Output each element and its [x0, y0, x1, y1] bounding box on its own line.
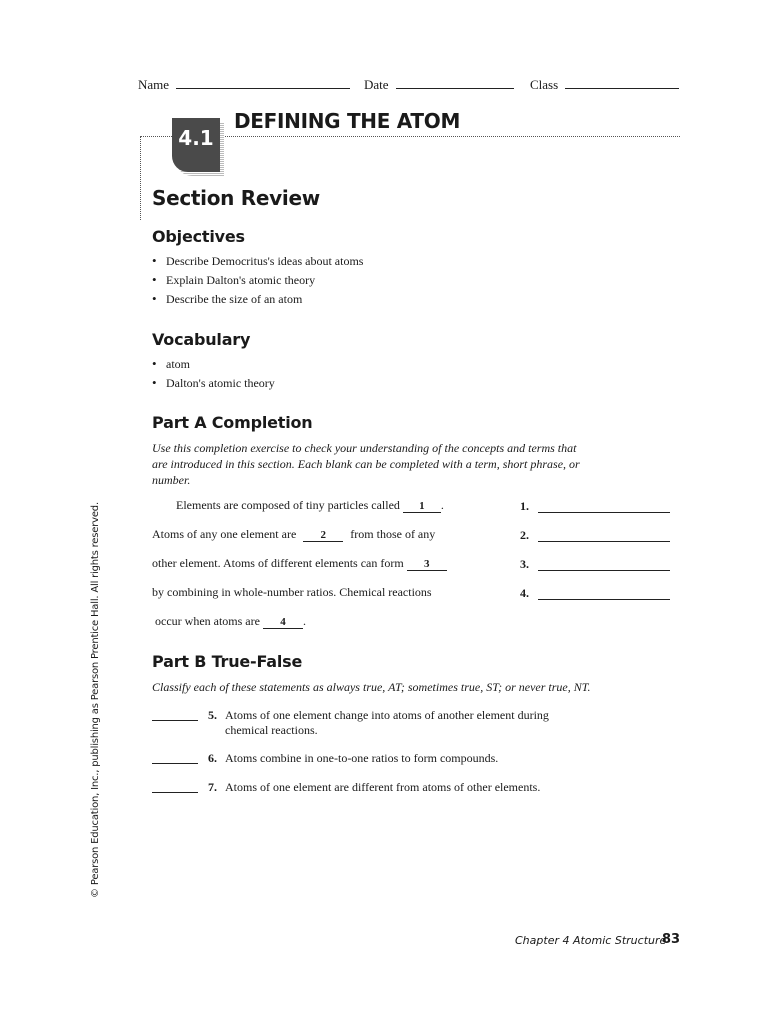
passage-line-1 [176, 498, 444, 513]
answer-number: 4. [520, 586, 529, 600]
objective-item: • Describe the size of an atom [152, 291, 302, 307]
passage-punct: . [302, 614, 306, 628]
tf-answer-line-7[interactable] [152, 791, 198, 793]
section-review-heading: Section Review [152, 186, 320, 210]
question-number: 5. [208, 708, 217, 722]
tf-answer-line-6[interactable] [152, 762, 198, 764]
question-text: Atoms combine in one-to-one ratios to form compounds. [225, 751, 499, 765]
part-a-heading: Part A Completion [152, 413, 313, 432]
answer-number: 3. [520, 557, 529, 571]
name-field [138, 76, 350, 93]
passage-text: from those of any [350, 527, 436, 541]
vocabulary-heading: Vocabulary [152, 330, 251, 349]
question-number: 6. [208, 751, 217, 765]
blank-4: 4 [263, 616, 303, 629]
section-title: DEFINING THE ATOM [234, 109, 461, 133]
tf-answer-line-5[interactable] [152, 719, 198, 721]
blank-1: 1 [403, 500, 441, 513]
part-b-instructions: Classify each of these statements as always true, AT; sometimes true, ST; or never true, NT. [152, 680, 591, 694]
passage-text: occur when atoms are [155, 614, 260, 628]
blank-2: 2 [303, 529, 343, 542]
part-b-heading: Part B True-False [152, 652, 303, 671]
date-input-line[interactable] [396, 76, 514, 89]
answer-line-3[interactable] [538, 569, 670, 571]
blank-3: 3 [407, 558, 447, 571]
question-number: 7. [208, 780, 217, 794]
part-a-instructions: Use this completion exercise to check your understanding of the concepts and terms that are introduced in this section. Each blank can be completed with a term, short phrase, or number. [152, 441, 580, 487]
copyright-notice: © Pearson Education, Inc., publishing as Pearson Prentice Hall. All rights reserved. [90, 502, 101, 898]
answer-line-1[interactable] [538, 511, 670, 513]
answer-number: 2. [520, 528, 529, 542]
answer-line-2[interactable] [538, 540, 670, 542]
answer-number: 1. [520, 499, 529, 513]
banner-rule-vertical [140, 136, 141, 220]
objective-item: • Explain Dalton's atomic theory [152, 272, 315, 288]
question-text: Atoms of one element change into atoms of another element during [225, 708, 549, 722]
passage-line-3 [152, 556, 447, 571]
answer-line-4[interactable] [538, 598, 670, 600]
passage-text: Atoms of any one element are [152, 527, 297, 541]
class-field [530, 76, 679, 93]
class-label: Class [530, 77, 559, 92]
name-label: Name [138, 77, 170, 92]
chapter-label: Chapter 4 Atomic Structure [515, 934, 667, 947]
class-input-line[interactable] [565, 76, 679, 89]
objectives-heading: Objectives [152, 227, 245, 246]
passage-text: other element. Atoms of different elements can form [152, 556, 404, 570]
date-label: Date [364, 77, 389, 92]
passage-punct: . [440, 498, 444, 512]
passage-line-4: by combining in whole-number ratios. Chemical reactions [152, 585, 432, 599]
question-text-continued: chemical reactions. [225, 723, 318, 737]
page-number: 83 [662, 932, 681, 947]
passage-line-5 [155, 614, 306, 629]
passage-line-2 [152, 527, 435, 542]
vocabulary-item: • atom [152, 356, 190, 372]
question-text: Atoms of one element are different from atoms of other elements. [225, 780, 541, 794]
passage-text: Elements are composed of tiny particles called [176, 498, 400, 512]
name-input-line[interactable] [176, 76, 350, 89]
section-number: 4.1 [178, 126, 214, 150]
date-field [364, 76, 514, 93]
objective-item: • Describe Democritus's ideas about atoms [152, 253, 363, 269]
vocabulary-item: • Dalton's atomic theory [152, 375, 275, 391]
